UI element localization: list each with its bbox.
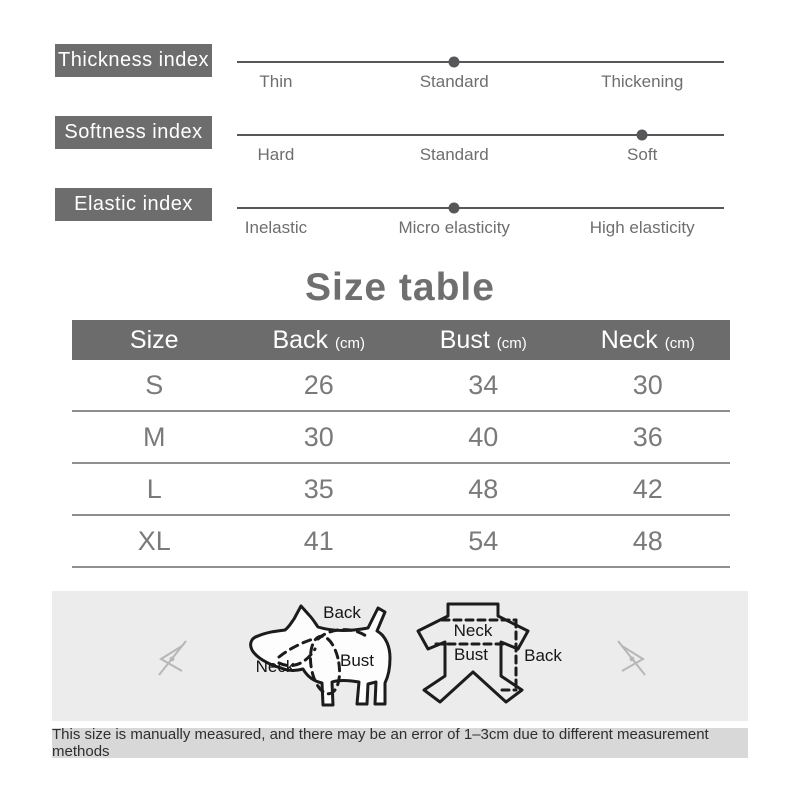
softness-index-label: Softness index: [55, 116, 212, 149]
slider-option: Inelastic: [244, 218, 308, 237]
size-value: M: [143, 421, 166, 452]
slider-track: [237, 61, 724, 63]
elastic-index-label: Elastic index: [55, 188, 212, 221]
table-row: [72, 360, 730, 412]
slider-track: [237, 207, 724, 209]
slider-option: Thin: [259, 72, 293, 91]
size-table-title: Size table: [305, 266, 495, 309]
dog-bust-label: Bust: [339, 651, 375, 670]
slider-option: Hard: [257, 145, 295, 164]
neck-value: 42: [632, 473, 663, 504]
column-header-back: Back (cm): [272, 325, 366, 354]
size-table: [72, 320, 730, 568]
slider-option: Thickening: [601, 72, 684, 91]
garment-measurement-diagram: [398, 598, 578, 704]
back-value: 41: [303, 525, 334, 556]
measurement-disclaimer-bar: [52, 728, 748, 758]
dog-measurement-diagram: [239, 603, 409, 709]
elastic-index-slider: [237, 199, 724, 249]
bust-value: 40: [468, 421, 499, 452]
measurement-disclaimer-text: This size is manually measured, and there may be an error of 1–3cm due to different measurement methods: [52, 726, 709, 760]
thickness-index-label: Thickness index: [55, 44, 212, 77]
slider-option: Soft: [627, 145, 658, 164]
bust-value: 48: [468, 473, 499, 504]
slider-option: High elasticity: [589, 218, 695, 237]
softness-index-slider: [237, 126, 724, 176]
table-row: [72, 464, 730, 516]
back-value: 26: [303, 369, 334, 400]
carousel-prev-icon: [154, 638, 188, 678]
garment-neck-label: Neck: [453, 621, 493, 640]
slider-option: Standard: [419, 145, 489, 164]
garment-back-label: Back: [524, 646, 562, 665]
measurement-diagram-panel: [52, 591, 748, 721]
slider-option: Micro elasticity: [398, 218, 510, 237]
size-value: S: [145, 369, 164, 400]
bust-value: 34: [468, 369, 499, 400]
slider-option: Standard: [419, 72, 489, 91]
dog-back-label: Back: [323, 603, 361, 622]
neck-value: 36: [632, 421, 663, 452]
back-value: 35: [303, 473, 334, 504]
elastic-indicator-dot: [449, 203, 460, 214]
back-value: 30: [303, 421, 334, 452]
thickness-indicator-dot: [449, 57, 460, 68]
carousel-next-icon: [616, 638, 650, 678]
neck-value: 48: [632, 525, 663, 556]
table-row: [72, 412, 730, 464]
thickness-index-slider: [237, 53, 724, 103]
neck-value: 30: [632, 369, 663, 400]
garment-bust-label: Bust: [453, 645, 489, 664]
size-value: XL: [137, 525, 171, 556]
bust-value: 54: [468, 525, 499, 556]
size-value: L: [146, 473, 162, 504]
slider-track: [237, 134, 724, 136]
softness-indicator-dot: [637, 130, 648, 141]
size-table-header-row: [72, 320, 730, 360]
column-header-size: Size: [129, 325, 179, 354]
table-row: [72, 516, 730, 568]
column-header-neck: Neck (cm): [600, 325, 695, 354]
column-header-bust: Bust (cm): [439, 325, 527, 354]
dog-neck-label: Neck: [255, 657, 295, 676]
